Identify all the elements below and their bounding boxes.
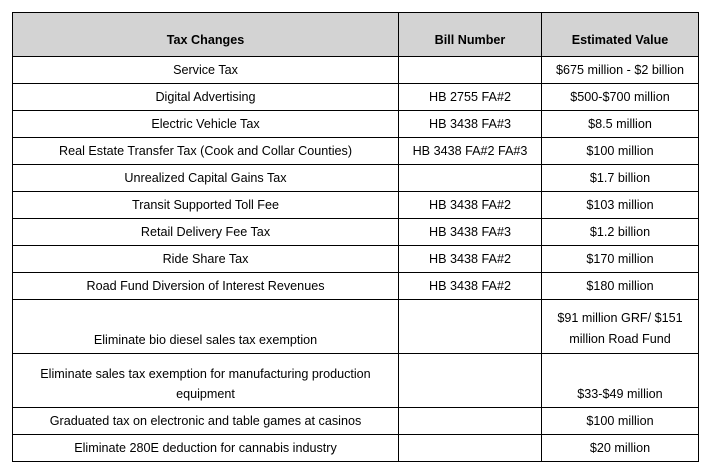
tax-cell: Electric Vehicle Tax bbox=[13, 111, 399, 138]
bill-cell bbox=[399, 435, 542, 462]
tax-cell: Transit Supported Toll Fee bbox=[13, 192, 399, 219]
value-cell: $675 million - $2 billion bbox=[542, 57, 699, 84]
bill-cell bbox=[399, 57, 542, 84]
bill-cell bbox=[399, 165, 542, 192]
bill-cell: HB 3438 FA#2 FA#3 bbox=[399, 138, 542, 165]
tax-changes-table bbox=[12, 12, 699, 462]
tax-cell: Service Tax bbox=[13, 57, 399, 84]
table-row bbox=[13, 300, 699, 354]
tax-cell: Eliminate sales tax exemption for manufacturing production equipment bbox=[13, 354, 399, 408]
bill-cell bbox=[399, 300, 542, 354]
table-row bbox=[13, 435, 699, 462]
header-row bbox=[13, 13, 699, 57]
value-cell: $33-$49 million bbox=[542, 354, 699, 408]
value-cell: $91 million GRF/ $151 million Road Fund bbox=[542, 300, 699, 354]
value-cell: $100 million bbox=[542, 408, 699, 435]
header-estimated-value: Estimated Value bbox=[542, 13, 699, 57]
value-cell: $500-$700 million bbox=[542, 84, 699, 111]
table-row bbox=[13, 138, 699, 165]
value-cell: $100 million bbox=[542, 138, 699, 165]
tax-cell: Eliminate 280E deduction for cannabis industry bbox=[13, 435, 399, 462]
table-row bbox=[13, 165, 699, 192]
table-row bbox=[13, 246, 699, 273]
table-row bbox=[13, 111, 699, 138]
table-row bbox=[13, 273, 699, 300]
value-cell: $1.7 billion bbox=[542, 165, 699, 192]
value-cell: $170 million bbox=[542, 246, 699, 273]
tax-cell: Retail Delivery Fee Tax bbox=[13, 219, 399, 246]
bill-cell bbox=[399, 408, 542, 435]
tax-cell: Unrealized Capital Gains Tax bbox=[13, 165, 399, 192]
tax-cell: Ride Share Tax bbox=[13, 246, 399, 273]
value-cell: $103 million bbox=[542, 192, 699, 219]
bill-cell: HB 3438 FA#2 bbox=[399, 246, 542, 273]
tax-cell: Real Estate Transfer Tax (Cook and Collar Counties) bbox=[13, 138, 399, 165]
table-row bbox=[13, 84, 699, 111]
tax-cell: Graduated tax on electronic and table games at casinos bbox=[13, 408, 399, 435]
tax-cell: Eliminate bio diesel sales tax exemption bbox=[13, 300, 399, 354]
value-cell: $1.2 billion bbox=[542, 219, 699, 246]
bill-cell: HB 3438 FA#2 bbox=[399, 273, 542, 300]
table-row bbox=[13, 408, 699, 435]
value-cell: $180 million bbox=[542, 273, 699, 300]
table-row bbox=[13, 354, 699, 408]
value-cell: $8.5 million bbox=[542, 111, 699, 138]
bill-cell: HB 3438 FA#3 bbox=[399, 219, 542, 246]
tax-cell: Road Fund Diversion of Interest Revenues bbox=[13, 273, 399, 300]
bill-cell: HB 3438 FA#2 bbox=[399, 192, 542, 219]
value-cell: $20 million bbox=[542, 435, 699, 462]
table-row bbox=[13, 219, 699, 246]
header-bill-number: Bill Number bbox=[399, 13, 542, 57]
header-tax-changes: Tax Changes bbox=[13, 13, 399, 57]
tax-cell: Digital Advertising bbox=[13, 84, 399, 111]
table-row bbox=[13, 57, 699, 84]
bill-cell: HB 3438 FA#3 bbox=[399, 111, 542, 138]
bill-cell: HB 2755 FA#2 bbox=[399, 84, 542, 111]
table-row bbox=[13, 192, 699, 219]
bill-cell bbox=[399, 354, 542, 408]
